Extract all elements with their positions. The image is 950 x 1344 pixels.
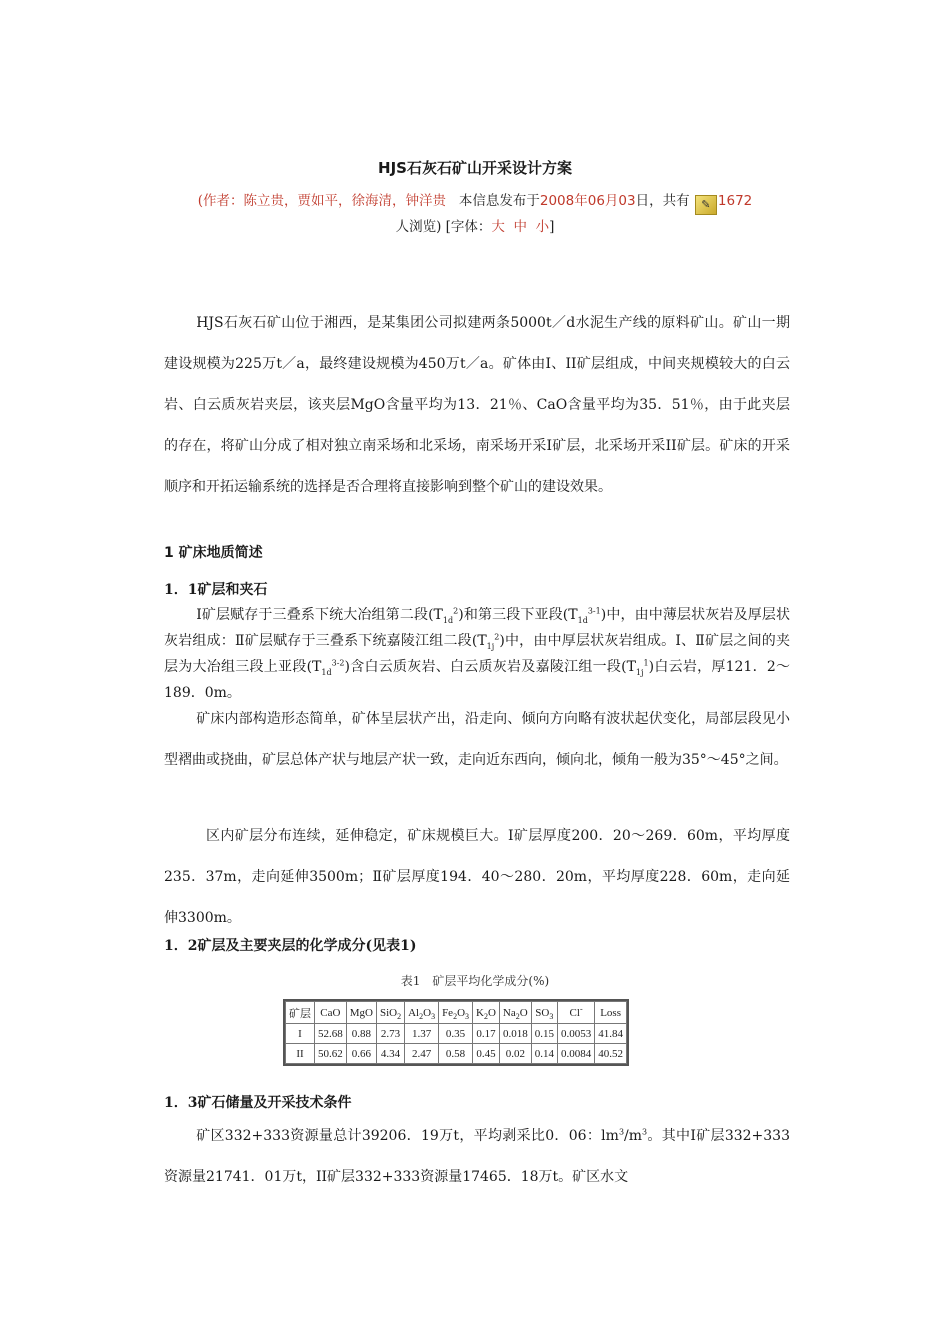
font-size-small-link[interactable]: 小	[535, 219, 550, 235]
text-run: )白云岩，厚121．2～189．0m。	[164, 659, 791, 701]
table-cell: 50.62	[315, 1044, 347, 1064]
text-run: )含白云质灰岩、白云质灰岩及嘉陵江组一段(T	[344, 659, 636, 675]
subscript: 1d	[442, 615, 454, 625]
text-run: 矿区332+333资源量总计39206．19万t，平均剥采比0．06：lm	[196, 1128, 619, 1144]
views-icon: ✎	[695, 195, 717, 215]
table-header-cell: $SO_3$	[531, 1002, 557, 1024]
table-cell: II	[286, 1044, 315, 1064]
page-title: HJS石灰石矿山开采设计方案	[378, 159, 572, 177]
table-header-cell: CaO	[315, 1002, 347, 1024]
table-cell: 2.47	[405, 1044, 439, 1064]
subscript: 1d	[577, 615, 588, 625]
table-header-cell: $Na_2O$	[499, 1002, 531, 1024]
publish-month: 06	[587, 193, 605, 209]
table-cell: 0.58	[439, 1044, 473, 1064]
text-run: 。其中I矿层332+333资源量21741．01万t，II矿层332+333资源量17465．18万t。矿区水文	[164, 1128, 790, 1185]
header-text: Al	[408, 1006, 420, 1019]
text-run: )和第三段下亚段(T	[458, 607, 578, 623]
header-text: K	[476, 1006, 484, 1019]
table-cell: 0.018	[499, 1024, 531, 1044]
day-unit: 日，共有	[635, 193, 690, 209]
section-1-3-heading: 1．3矿石储量及开采技术条件	[164, 1095, 352, 1111]
table-header-cell: $K_2O$	[473, 1002, 500, 1024]
section-1-heading: 1 矿床地质简述	[164, 545, 263, 561]
views-suffix: 人浏览) [字体：	[395, 219, 492, 235]
table-cell: 0.0053	[557, 1024, 594, 1044]
table-cell: 41.84	[595, 1024, 627, 1044]
text-run: 区内矿层分布连续，延伸稳定，矿床规模巨大。I矿层厚度200．20～269．60m，平均厚度235．37m，走向延伸3500m；Ⅱ矿层厚度194．40～280．20m，平均厚度228．60m，走向延伸3300m。	[164, 828, 790, 926]
superscript: 2	[494, 632, 500, 642]
section-1-2-heading: 1．2矿层及主要夹层的化学成分(见表1)	[164, 938, 417, 954]
superscript: 3-1	[587, 606, 601, 616]
subscript: 1d	[321, 667, 332, 677]
text-run: Ⅰ矿层赋存于三叠系下统大冶组第二段(T	[196, 607, 443, 623]
table-caption: 表1 矿层平均化学成分(%)	[400, 974, 550, 988]
section-1-1-paragraph-2	[164, 699, 790, 781]
article-meta	[150, 189, 800, 240]
table-cell: 2.73	[376, 1024, 404, 1044]
intro-paragraph	[164, 303, 790, 508]
table-cell: I	[286, 1024, 315, 1044]
close-bracket: ]	[549, 219, 555, 235]
table-row	[286, 1024, 627, 1044]
month-unit: 月	[604, 193, 619, 209]
table-header-cell: $Al_2O_3$	[405, 1002, 439, 1024]
header-text: Cl	[569, 1006, 580, 1019]
table-cell: 0.02	[499, 1044, 531, 1064]
superscript: 1	[643, 658, 649, 668]
header-text: Fe	[442, 1006, 454, 1019]
table-header-row	[286, 1002, 627, 1024]
table-header-cell: MgO	[346, 1002, 376, 1024]
section-1-3-paragraph-1: 矿区332+333资源量总计39206．19万t，平均剥采比0．06：$lm^3/m^3$。其中I矿层332+333资源量21741．01万t，II矿层332+333资源量17465．18万t。矿区水文	[164, 1127, 790, 1185]
text-run: /m	[624, 1128, 643, 1144]
superscript: 2	[453, 606, 459, 616]
table-cell: 0.0084	[557, 1044, 594, 1064]
table-cell: 0.66	[346, 1044, 376, 1064]
table-cell: 0.88	[346, 1024, 376, 1044]
intro-text: HJS石灰石矿山位于湘西，是某集团公司拟建两条5000t／d水泥生产线的原料矿山。矿山一期建设规模为225万t／a，最终建设规模为450万t／a。矿体由I、II矿层组成，中间夹规模较大的白云岩、白云质灰岩夹层，该夹层MgO含量平均为13．21％、CaO含量平均为35．51％，由于此夹层的存在，将矿山分成了相对独立南采场和北采场，南采场开采I矿层，北采场开采II矿层。矿床的开采顺序和开拓运输系统的选择是否合理将直接影响到整个矿山的建设效果。	[164, 315, 790, 495]
view-count: 1672	[717, 193, 753, 209]
table-cell: 40.52	[595, 1044, 627, 1064]
table-header-cell: Cl-	[557, 1002, 594, 1024]
section-1-1-heading: 1．1矿层和夹石	[164, 582, 268, 598]
text-run: 矿床内部构造形态简单，矿体呈层状产出，沿走向、倾向方向略有波状起伏变化，局部层段见小型褶曲或挠曲，矿层总体产状与地层产状一致，走向近东西向，倾向北，倾角一般为35°～45°之间。	[164, 711, 790, 768]
header-text: SO	[535, 1006, 550, 1019]
text-run: )中，由中厚层状灰岩组成。I、Ⅱ矿层之间的夹层为大冶组三段上亚段(T	[164, 633, 790, 675]
table-header-cell: $Fe_2O_3$	[439, 1002, 473, 1024]
subscript: 1j	[486, 641, 495, 651]
year-unit: 年	[574, 193, 588, 209]
table-cell: 1.37	[405, 1024, 439, 1044]
table-cell: 0.17	[473, 1024, 500, 1044]
section-1-1-paragraph-3	[164, 816, 790, 939]
section-1-1-paragraph-1	[164, 602, 790, 706]
font-size-medium-link[interactable]: 中	[513, 219, 528, 235]
table-cell: 52.68	[315, 1024, 347, 1044]
header-text: Na	[502, 1006, 516, 1019]
text-run: )中，由中薄层状灰岩及厚层状灰岩组成：Ⅱ矿层赋存于三叠系下统嘉陵江组二段(T	[164, 607, 790, 649]
table-header-cell: Loss	[595, 1002, 627, 1024]
table-cell: 0.15	[531, 1024, 557, 1044]
meta-open: (作者：	[197, 193, 244, 209]
publish-day: 03	[618, 193, 636, 209]
superscript: 3-2	[331, 658, 345, 668]
table-row	[286, 1044, 627, 1064]
publish-year: 2008	[539, 193, 575, 209]
table-header-cell: 矿层	[286, 1002, 315, 1024]
table-cell: 0.45	[473, 1044, 500, 1064]
font-size-large-link[interactable]: 大	[491, 219, 505, 235]
authors: 陈立贵，贾如平，徐海清，钟洋贵	[243, 193, 446, 209]
table-cell: 0.35	[439, 1024, 473, 1044]
table-header-cell: SiO$_2$	[376, 1002, 404, 1024]
header-text: SiO	[379, 1006, 398, 1019]
chemical-composition-table	[285, 1001, 627, 1064]
table-cell: 0.14	[531, 1044, 557, 1064]
subscript: 1j	[635, 667, 644, 677]
table-cell: 4.34	[376, 1044, 404, 1064]
published-label: 本信息发布于	[458, 193, 540, 209]
